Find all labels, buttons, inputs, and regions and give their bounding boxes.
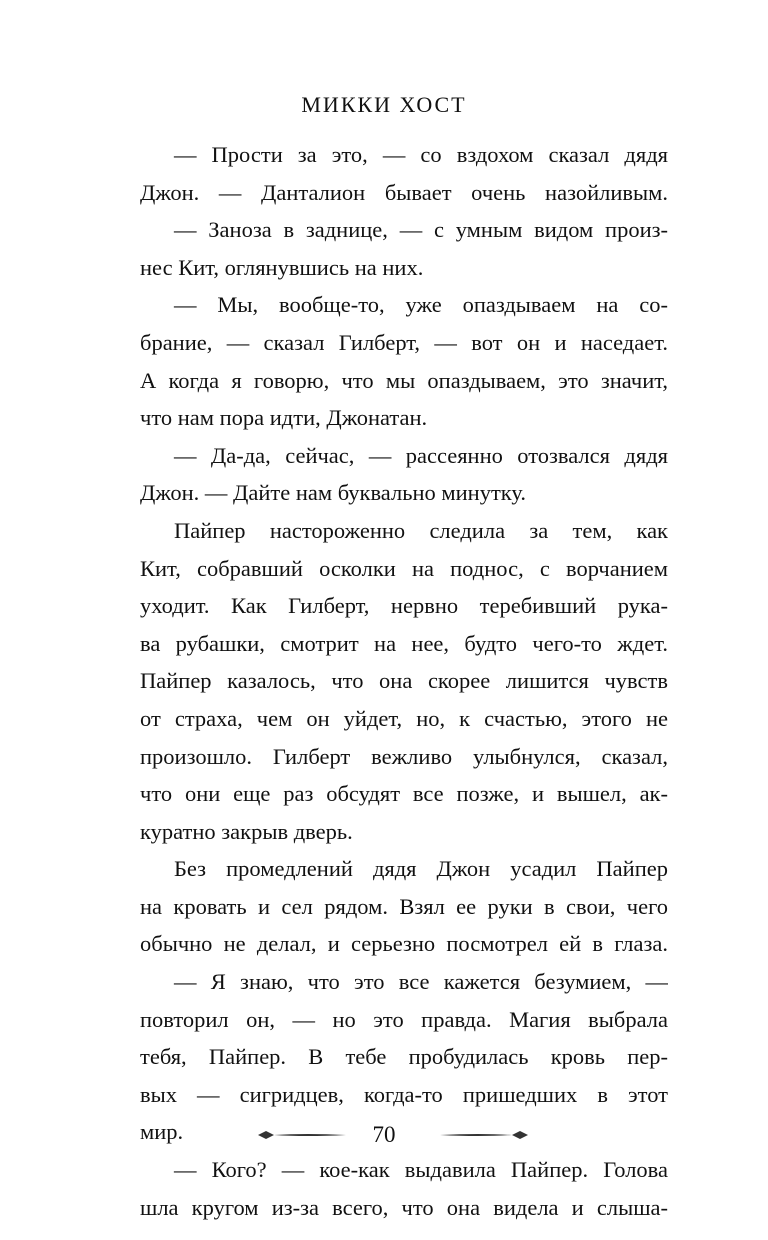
text-line: Пайпер настороженно следила за тем, как: [174, 517, 668, 543]
text-line: от страха, чем он уйдет, но, к счастью, этого не: [140, 705, 668, 731]
running-head: МИККИ ХОСТ: [301, 92, 467, 117]
text-line: куратно закрыв дверь.: [140, 818, 353, 844]
text-line: Пайпер казалось, что она скорее лишится чувств: [140, 668, 668, 694]
text-line: брание, — сказал Гилберт, — вот он и наседает.: [140, 329, 668, 355]
text-line: А когда я говорю, что мы опаздываем, это значит,: [140, 367, 668, 393]
text-line: повторил он, — но это правда. Магия выбрала: [140, 1006, 668, 1032]
text-line: — Кого? — кое-как выдавила Пайпер. Голова: [174, 1157, 668, 1183]
text-line: Без промедлений дядя Джон усадил Пайпер: [174, 856, 668, 882]
body-text: [140, 136, 668, 1226]
text-line: — Заноза в заднице, — с умным видом произ-: [174, 217, 668, 243]
text-line: — Я знаю, что это все кажется безумием, —: [174, 969, 668, 995]
right-ornament-icon: [438, 1128, 530, 1142]
text-line: — Мы, вообще-то, уже опаздываем на со-: [174, 292, 668, 318]
page-number: 70: [372, 1122, 396, 1147]
text-line: нес Кит, оглянувшись на них.: [140, 254, 424, 280]
text-line: ва рубашки, смотрит на нее, будто чего-то ждет.: [140, 630, 668, 656]
text-line: что нам пора идти, Джонатан.: [140, 405, 428, 431]
text-line: мир.: [140, 1119, 184, 1145]
text-line: вых — сигридцев, когда-то пришедших в этот: [140, 1081, 668, 1107]
text-line: — Прости за это, — со вздохом сказал дядя: [174, 142, 668, 167]
text-line: что они еще раз обсудят все позже, и вышел, ак-: [140, 781, 668, 807]
page-footer: [0, 1118, 768, 1158]
text-line: Джон. — Данталион бывает очень назойливым.: [140, 179, 668, 205]
text-line: на кровать и сел рядом. Взял ее руки в свои, чего: [140, 893, 668, 919]
text-line: Джон. — Дайте нам буквально минутку.: [140, 480, 527, 506]
text-line: произошло. Гилберт вежливо улыбнулся, сказал,: [140, 743, 668, 769]
text-line: обычно не делал, и серьезно посмотрел ей в глаза.: [140, 931, 668, 957]
text-line: — Да-да, сейчас, — рассеянно отозвался дядя: [174, 442, 668, 468]
text-line: уходит. Как Гилберт, нервно теребивший рука-: [140, 593, 668, 619]
text-line: тебя, Пайпер. В тебе пробудилась кровь пер-: [140, 1044, 668, 1070]
text-line: шла кругом из-за всего, что она видела и слыша-: [140, 1194, 668, 1220]
text-line: Кит, собравший осколки на поднос, с ворчанием: [140, 555, 668, 581]
